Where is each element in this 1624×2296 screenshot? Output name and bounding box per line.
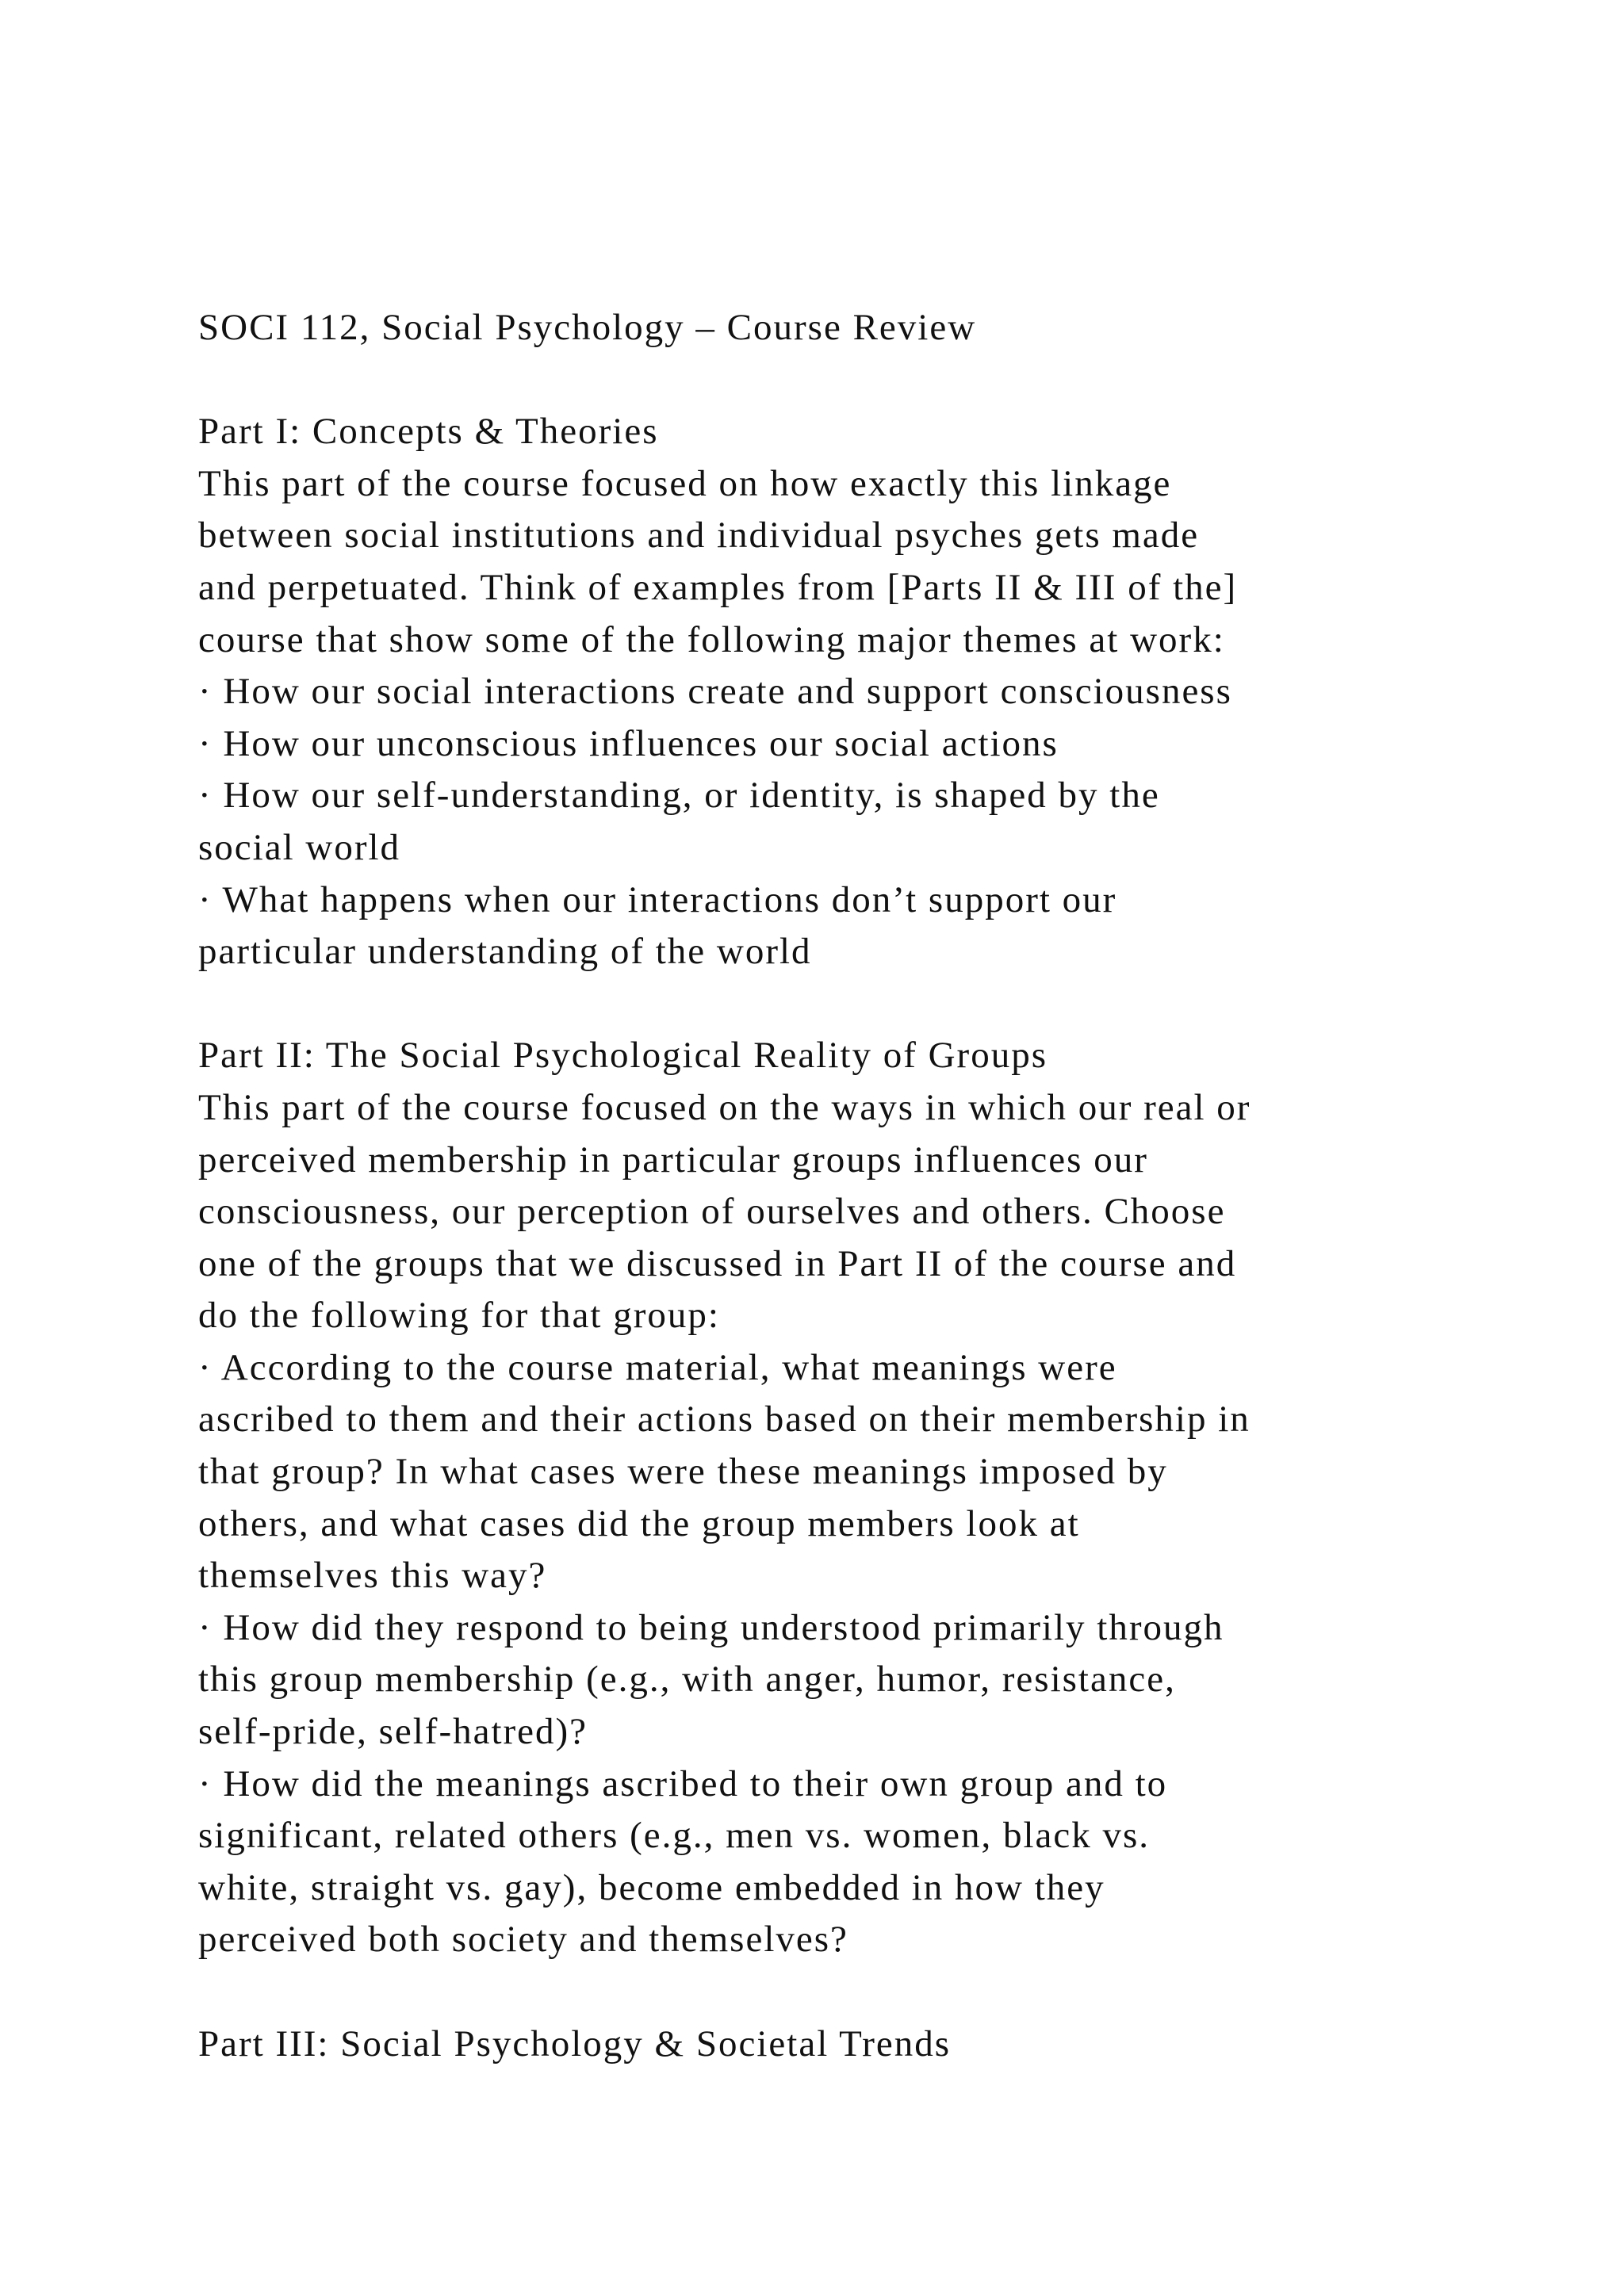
text-line: themselves this way? (198, 1555, 547, 1597)
text-line: between social institutions and individual psyches gets made (198, 515, 1200, 557)
spacer (198, 1966, 1483, 2019)
document-body (198, 302, 1483, 2070)
text-line: one of the groups that we discussed in Part II of the course and (198, 1242, 1237, 1284)
bullet-line: · How our social interactions create and support consciousness (198, 671, 1232, 713)
text-line: others, and what cases did the group members look at (198, 1502, 1080, 1544)
text-line: do the following for that group: (198, 1295, 720, 1337)
bullet-line: · How did they respond to being understood primarily through (198, 1606, 1224, 1648)
text-line: social world (198, 826, 401, 868)
text-line: consciousness, our perception of ourselves and others. Choose (198, 1191, 1226, 1233)
text-line: This part of the course focused on the ways in which our real or (198, 1086, 1251, 1128)
bullet-line: · According to the course material, what meanings were (198, 1346, 1117, 1388)
bullet-line: · How our unconscious influences our social actions (198, 722, 1059, 764)
text-line: course that show some of the following major themes at work: (198, 618, 1225, 660)
text-line: perceived both society and themselves? (198, 1919, 848, 1961)
text-line: and perpetuated. Think of examples from [Parts II & III of the] (198, 566, 1238, 608)
text-line: white, straight vs. gay), become embedded in how they (198, 1866, 1105, 1908)
text-line: that group? In what cases were these meanings imposed by (198, 1451, 1168, 1493)
document-title: SOCI 112, Social Psychology – Course Review (198, 307, 977, 348)
text-line: significant, related others (e.g., men vs. women, black vs. (198, 1815, 1151, 1857)
spacer (198, 354, 1483, 407)
part2-body (198, 1082, 1483, 1966)
part1-heading: Part I: Concepts & Theories (198, 411, 659, 453)
spacer (198, 978, 1483, 1031)
text-line: self-pride, self-hatred)? (198, 1711, 588, 1753)
bullet-line: · What happens when our interactions don’t support our (198, 878, 1117, 920)
bullet-line: · How our self-understanding, or identity, is shaped by the (198, 775, 1160, 817)
text-line: particular understanding of the world (198, 931, 812, 973)
part2-heading: Part II: The Social Psychological Reality of Groups (198, 1035, 1048, 1077)
bullet-line: · How did the meanings ascribed to their own group and to (198, 1762, 1168, 1804)
text-line: perceived membership in particular groups influences our (198, 1138, 1148, 1181)
part1-body (198, 458, 1483, 978)
text-line: This part of the course focused on how exactly this linkage (198, 462, 1172, 504)
text-line: ascribed to them and their actions based on their membership in (198, 1399, 1251, 1441)
text-line: this group membership (e.g., with anger, humor, resistance, (198, 1659, 1176, 1701)
part3-heading: Part III: Social Psychology & Societal Trends (198, 2022, 952, 2064)
